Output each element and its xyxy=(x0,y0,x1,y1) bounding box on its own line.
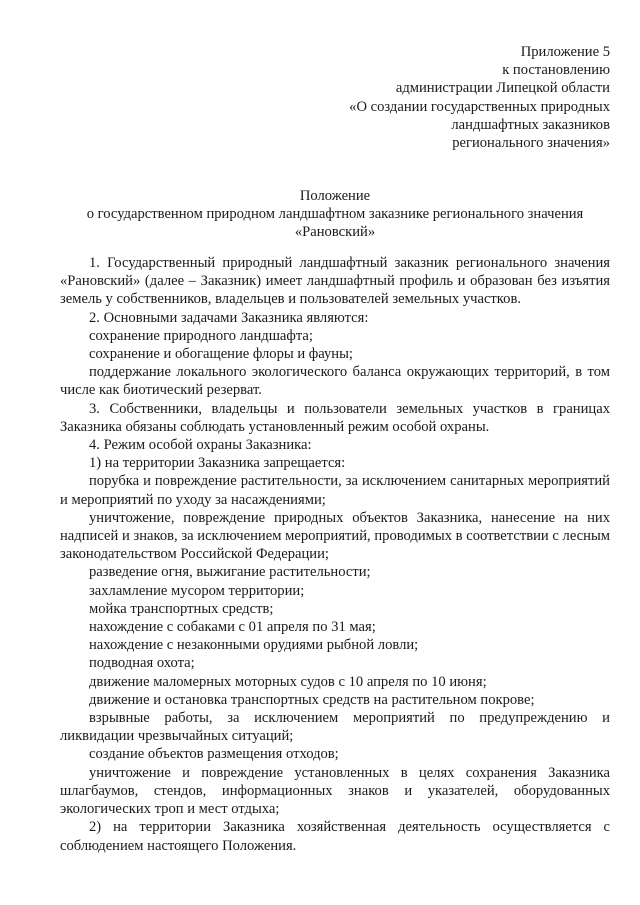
document-title xyxy=(60,187,610,242)
annex-line: администрации Липецкой области xyxy=(395,80,610,97)
title-line: Положение xyxy=(299,188,371,204)
paragraph: нахождение с собаками с 01 апреля по 31 мая; xyxy=(89,619,376,636)
document-body xyxy=(60,254,610,855)
annex-line: регионального значения» xyxy=(452,135,610,152)
paragraph: 2) на территории Заказника хозяйственная деятельность осуществляется с соблюдением настоящего Положения. xyxy=(60,819,610,854)
paragraph: 3. Собственники, владельцы и пользователи земельных участков в границах Заказника обязаны соблюдать установленный режим особой охраны. xyxy=(60,400,610,435)
paragraph: уничтожение и повреждение установленных в целях сохранения Заказника шлагбаумов, стендов, информационных знаков и указателей, оборудованных экологических троп и мест отдыха; xyxy=(60,764,610,818)
paragraph: 2. Основными задачами Заказника являются: xyxy=(89,309,369,326)
paragraph: движение маломерных моторных судов с 10 апреля по 10 июня; xyxy=(89,673,487,690)
paragraph: поддержание локального экологического баланса окружающих территорий, в том числе как биотический резерват. xyxy=(60,364,610,399)
annex-line: «О создании государственных природных xyxy=(349,98,610,115)
paragraph: захламление мусором территории; xyxy=(89,582,305,599)
paragraph: мойка транспортных средств; xyxy=(89,600,274,617)
annex-line: к постановлению xyxy=(502,62,610,79)
paragraph: создание объектов размещения отходов; xyxy=(89,746,339,763)
paragraph: уничтожение, повреждение природных объектов Заказника, нанесение на них надписей и знаков, за исключением мероприятий, проводимых в соответствии с лесным законодательством Российской Федерации; xyxy=(60,509,610,563)
paragraph: сохранение и обогащение флоры и фауны; xyxy=(89,346,353,363)
paragraph: подводная охота; xyxy=(89,655,195,672)
title-line: «Рановский» xyxy=(294,224,376,241)
annex-header xyxy=(280,43,610,152)
paragraph: разведение огня, выжигание растительности; xyxy=(89,564,371,581)
paragraph: сохранение природного ландшафта; xyxy=(89,327,313,344)
paragraph: нахождение с незаконными орудиями рыбной ловли; xyxy=(89,637,419,654)
paragraph: 4. Режим особой охраны Заказника: xyxy=(89,437,312,454)
title-line: о государственном природном ландшафтном заказнике регионального значения xyxy=(86,206,584,223)
paragraph: 1. Государственный природный ландшафтный заказник регионального значения «Рановский» (далее – Заказник) имеет ландшафтный профиль и образован без изъятия земель у собственников, владельцев и пользователей земельных участков. xyxy=(60,255,610,308)
paragraph: движение и остановка транспортных средств на растительном покрове; xyxy=(89,691,535,708)
paragraph: взрывные работы, за исключением мероприятий по предупреждению и ликвидации чрезвычайных ситуаций; xyxy=(60,710,610,745)
paragraph: 1) на территории Заказника запрещается: xyxy=(89,455,346,472)
annex-line: ландшафтных заказников xyxy=(451,116,610,133)
annex-line: Приложение 5 xyxy=(520,44,610,60)
paragraph: порубка и повреждение растительности, за исключением санитарных мероприятий и мероприятий по уходу за насаждениями; xyxy=(60,473,610,508)
